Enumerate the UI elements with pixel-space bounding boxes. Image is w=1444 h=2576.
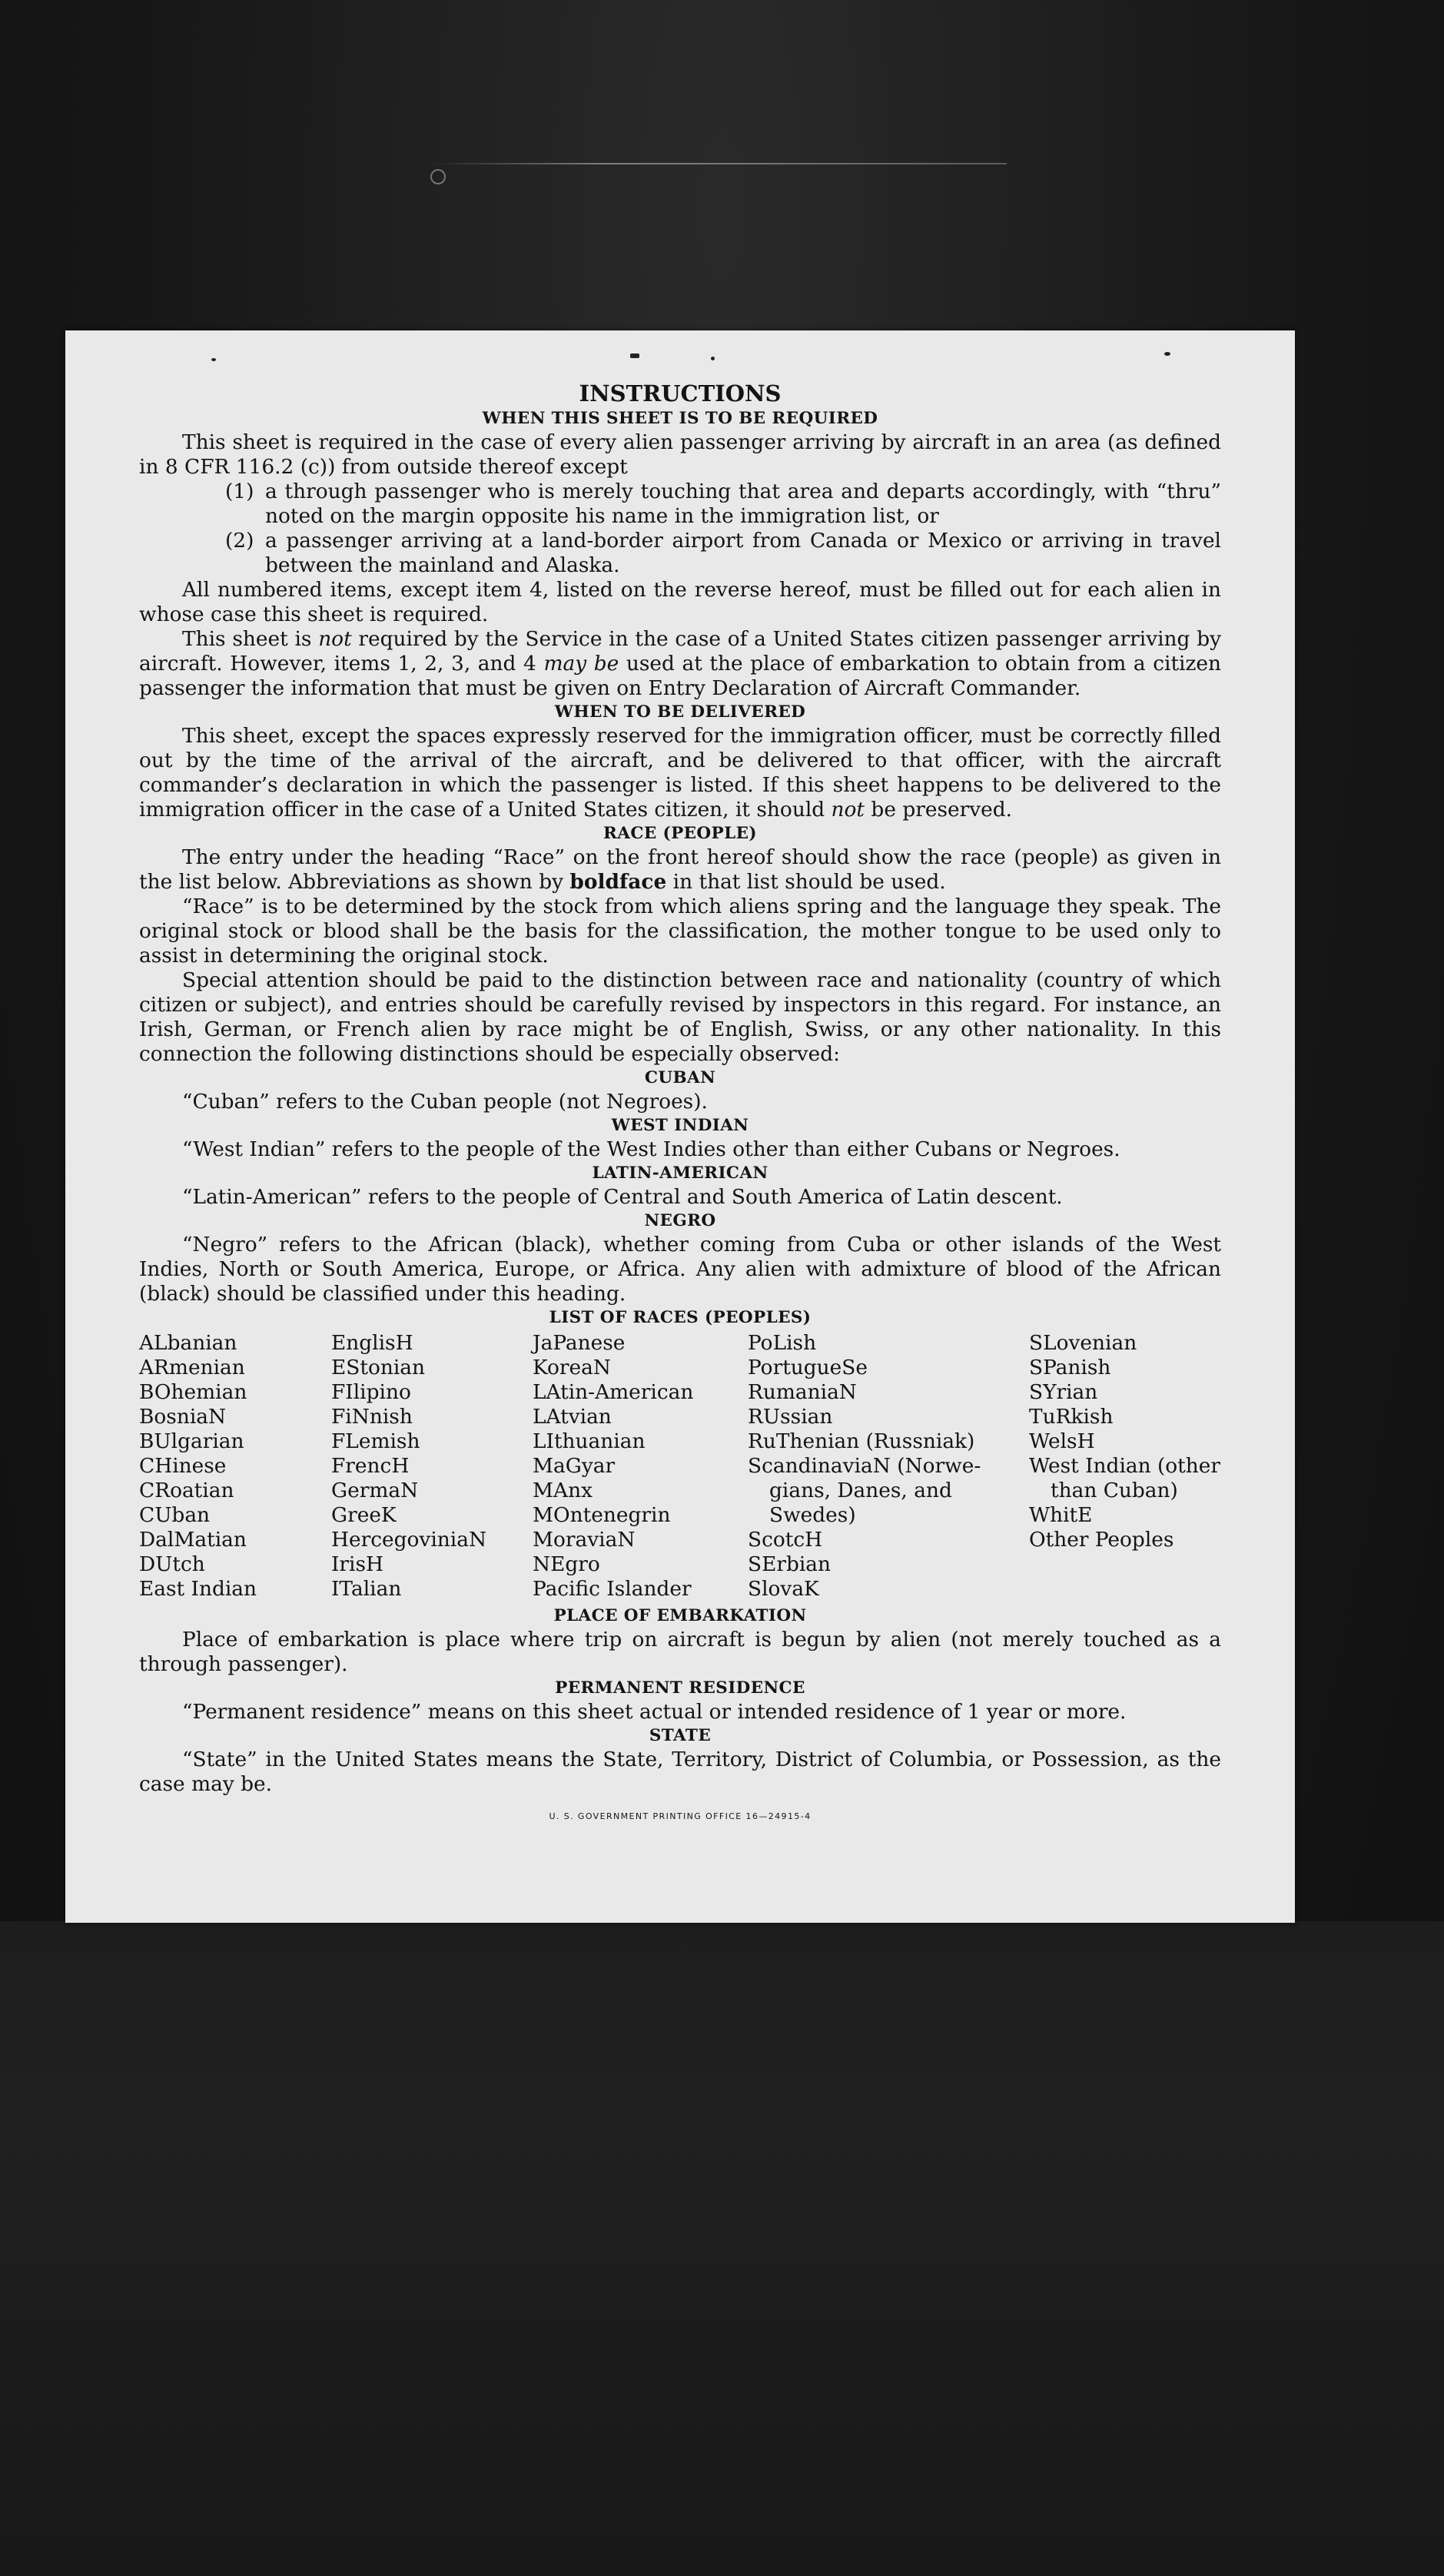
text-run: used at the place of embarkation to obtain from a citizen passenger the information that must be given on Entry Declaration of Aircraft Commander. — [139, 652, 1222, 700]
race-entry: RuThenian (Russniak) — [748, 1429, 975, 1453]
section-heading: WHEN TO BE DELIVERED — [554, 702, 806, 722]
instruction-sheet — [65, 330, 1295, 1923]
paragraph — [139, 845, 1221, 895]
speck-mark — [711, 357, 715, 360]
emphasis-text: not — [831, 798, 865, 822]
paragraph: This sheet is required in the case of every alien passenger arriving by aircraft in an area (as defined in 8 CFR 116.2 (c)) from outside thereof except — [139, 430, 1221, 479]
race-entry: WhitE — [1029, 1503, 1093, 1527]
race-entry: JaPanese — [533, 1331, 626, 1355]
race-entry: WelsH — [1029, 1429, 1095, 1453]
race-entry: PoLish — [748, 1331, 817, 1355]
section-heading: LATIN-AMERICAN — [592, 1164, 768, 1183]
race-entry: BOhemian — [139, 1380, 247, 1404]
races-column — [139, 1331, 331, 1602]
races-column — [331, 1331, 533, 1602]
emphasis-text: may be — [543, 652, 619, 676]
speck-mark — [1164, 352, 1170, 356]
races-column — [533, 1331, 748, 1602]
page-title: INSTRUCTIONS — [579, 380, 782, 407]
race-entry: CUban — [139, 1503, 211, 1527]
text-run: This sheet, except the spaces expressly reserved for the immigration officer, must be correctly filled out by the time of the arrival of the aircraft, and be delivered to that officer, with the aircraft commander’s declaration in which the passenger is listed. If this sheet happens to be delivered to the immigration officer in the case of a United States citizen, it should — [139, 724, 1221, 822]
race-entry-continued: than Cuban) — [1051, 1479, 1178, 1502]
race-entry: ScotcH — [748, 1528, 823, 1552]
race-entry: East Indian — [139, 1577, 257, 1601]
list-item — [225, 529, 1221, 578]
section-heading: PERMANENT RESIDENCE — [555, 1678, 805, 1698]
race-entry: LAtin-American — [533, 1380, 694, 1404]
race-entry: FiNnish — [331, 1405, 413, 1429]
section-heading: STATE — [649, 1726, 712, 1745]
race-entry: MoraviaN — [533, 1528, 636, 1552]
race-entry: GermaN — [331, 1479, 419, 1502]
section-heading: CUBAN — [644, 1068, 716, 1087]
race-entry: LAtvian — [533, 1405, 612, 1429]
film-scratch-line — [430, 163, 1007, 164]
race-entry-continued: Swedes) — [769, 1503, 856, 1527]
text-run: This sheet is — [182, 627, 319, 651]
race-entry: Pacific Islander — [533, 1577, 692, 1601]
section-heading: WHEN THIS SHEET IS TO BE REQUIRED — [482, 409, 878, 428]
paragraph: “Cuban” refers to the Cuban people (not Negroes). — [182, 1090, 708, 1114]
race-entry: BUlgarian — [139, 1429, 244, 1453]
race-entry: NEgro — [533, 1552, 600, 1576]
race-entry: SYrian — [1029, 1380, 1098, 1404]
speck-mark — [630, 354, 639, 358]
race-entry: RUssian — [748, 1405, 833, 1429]
race-entry: SLovenian — [1029, 1331, 1137, 1355]
races-column — [1029, 1331, 1229, 1602]
race-entry: CHinese — [139, 1454, 227, 1478]
race-entry: SlovaK — [748, 1577, 819, 1601]
race-entry: MOntenegrin — [533, 1503, 671, 1527]
speck-mark — [211, 358, 216, 361]
film-background — [0, 1921, 1444, 2576]
paragraph: “Race” is to be determined by the stock from which aliens spring and the language they speak. The original stock or blood shall be the basis for the classification, the mother tongue to be used only to assist in determining the original stock. — [139, 895, 1221, 968]
races-column — [748, 1331, 1029, 1602]
race-entry: FLemish — [331, 1429, 420, 1453]
section-heading: PLACE OF EMBARKATION — [553, 1606, 807, 1625]
race-entry: GreeK — [331, 1503, 397, 1527]
film-mark-icon — [430, 169, 446, 184]
race-entry: IrisH — [331, 1552, 384, 1576]
text-run: be preserved. — [865, 798, 1013, 822]
race-entry: West Indian (other — [1029, 1454, 1221, 1478]
race-entry: ITalian — [331, 1577, 402, 1601]
text-run: The entry under the heading “Race” on the front hereof should show the race (people) as given in the list below. Abbreviations as shown by — [139, 845, 1221, 894]
race-entry: DUtch — [139, 1552, 205, 1576]
race-entry: SPanish — [1029, 1356, 1111, 1379]
paragraph: All numbered items, except item 4, listed on the reverse hereof, must be filled out for each alien in whose case this sheet is required. — [139, 578, 1221, 626]
printer-imprint: U. S. GOVERNMENT PRINTING OFFICE 16—24915-4 — [549, 1811, 812, 1821]
list-text: a passenger arriving at a land-border airport from Canada or Mexico or arriving in travel between the mainland and Alaska. — [265, 529, 1221, 577]
paragraph: Place of embarkation is place where trip on aircraft is begun by alien (not merely touched as a through passenger). — [139, 1628, 1221, 1676]
list-item — [225, 480, 1221, 529]
section-heading: LIST OF RACES (PEOPLES) — [549, 1308, 812, 1327]
section-heading: NEGRO — [644, 1211, 716, 1230]
race-entry: SErbian — [748, 1552, 832, 1576]
race-entry: LIthuanian — [533, 1429, 646, 1453]
paragraph: “West Indian” refers to the people of the West Indies other than either Cubans or Negroes. — [182, 1137, 1120, 1161]
paragraph: Special attention should be paid to the distinction between race and nationality (country of which citizen or subject), and entries should be carefully revised by inspectors in this regard. For instance, an Irish, German, or French alien by race might be of English, Swiss, or any other nationality. In this connection the following distinctions should be especially observed: — [139, 968, 1221, 1066]
races-list — [139, 1331, 1221, 1602]
bold-text: boldface — [569, 870, 667, 894]
race-entry: HercegoviniaN — [331, 1528, 487, 1552]
race-entry: RumaniaN — [748, 1380, 857, 1404]
text-run: required by the Service in the case of a United States citizen passenger arriving by aircraft. However, items 1, 2, 3, and 4 — [139, 627, 1221, 676]
race-entry: FIlipino — [331, 1380, 411, 1404]
emphasis-text: not — [318, 627, 352, 651]
race-entry: BosniaN — [139, 1405, 227, 1429]
list-number: (2) — [225, 529, 254, 553]
paragraph: “Latin-American” refers to the people of Central and South America of Latin descent. — [182, 1185, 1063, 1209]
list-text: a through passenger who is merely touching that area and departs accordingly, with “thru” noted on the margin opposite his name in the immigration list, or — [265, 480, 1221, 528]
list-number: (1) — [225, 480, 254, 503]
race-entry: MAnx — [533, 1479, 593, 1502]
race-entry: ScandinaviaN (Norwe- — [748, 1454, 981, 1478]
race-entry: Other Peoples — [1029, 1528, 1174, 1552]
paragraph: “Permanent residence” means on this sheet actual or intended residence of 1 year or more. — [182, 1700, 1127, 1724]
race-entry: KoreaN — [533, 1356, 611, 1379]
race-entry: TuRkish — [1029, 1405, 1114, 1429]
race-entry-continued: gians, Danes, and — [769, 1479, 952, 1502]
section-heading: RACE (PEOPLE) — [602, 824, 758, 843]
paragraph — [139, 627, 1221, 701]
race-entry: CRoatian — [139, 1479, 234, 1502]
paragraph — [139, 724, 1221, 822]
paragraph: “State” in the United States means the State, Territory, District of Columbia, or Possession, as the case may be. — [139, 1748, 1221, 1796]
paragraph: “Negro” refers to the African (black), whether coming from Cuba or other islands of the West Indies, North or South America, Europe, or Africa. Any alien with admixture of blood of the African (black) should be classified under this heading. — [139, 1233, 1221, 1306]
race-entry: EnglisH — [331, 1331, 413, 1355]
section-heading: WEST INDIAN — [611, 1116, 749, 1135]
race-entry: EStonian — [331, 1356, 426, 1379]
race-entry: ALbanian — [139, 1331, 237, 1355]
text-run: in that list should be used. — [666, 870, 946, 894]
race-entry: PortugueSe — [748, 1356, 868, 1379]
race-entry: DalMatian — [139, 1528, 247, 1552]
race-entry: MaGyar — [533, 1454, 616, 1478]
race-entry: ARmenian — [139, 1356, 245, 1379]
race-entry: FrencH — [331, 1454, 410, 1478]
